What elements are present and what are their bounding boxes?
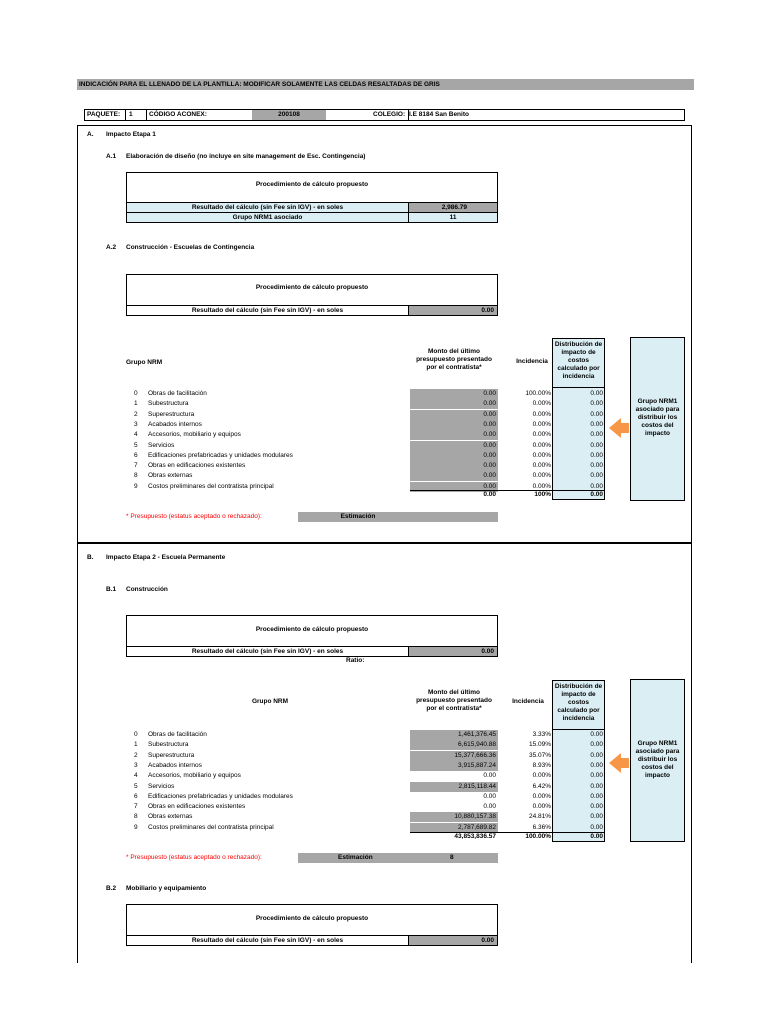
row-incidencia: 0.00% bbox=[532, 431, 551, 439]
a-col-incidencia: Incidencia bbox=[516, 358, 548, 365]
b-total-monto: 43,853,836.57 bbox=[454, 833, 496, 840]
a2-result-value[interactable]: 0.00 bbox=[408, 305, 498, 316]
row-number: 8 bbox=[134, 472, 138, 480]
row-distribucion: 0.00 bbox=[590, 823, 603, 831]
row-monto[interactable]: 2,815,118.44 bbox=[410, 782, 498, 792]
row-monto[interactable]: 0.00 bbox=[410, 389, 498, 399]
row-incidencia: 24.81% bbox=[528, 813, 551, 821]
row-distribucion: 0.00 bbox=[590, 792, 603, 800]
section-a-title: Impacto Etapa 1 bbox=[106, 131, 156, 138]
row-incidencia: 0.00% bbox=[532, 803, 551, 811]
row-incidencia: 100.00% bbox=[525, 390, 551, 397]
a-col-distribucion: Distribución de impacto de costos calculado por incidencia bbox=[552, 338, 605, 388]
row-number: 7 bbox=[134, 462, 138, 470]
b2-number: B.2 bbox=[106, 885, 117, 892]
row-label: Obras en edificaciones existentes bbox=[148, 462, 246, 470]
row-monto[interactable]: 1,461,376.45 bbox=[410, 730, 498, 740]
row-distribucion: 0.00 bbox=[590, 751, 603, 759]
b-total-distribucion: 0.00 bbox=[590, 833, 603, 840]
b-presupuesto-field[interactable] bbox=[298, 853, 498, 863]
row-number: 1 bbox=[134, 741, 138, 749]
row-distribucion: 0.00 bbox=[590, 400, 603, 408]
row-monto[interactable]: 6,615,940.88 bbox=[410, 740, 498, 750]
colegio-value: I.E 8184 San Benito bbox=[409, 111, 469, 118]
instruction-bar: INDICACIÓN PARA EL LLENADO DE LA PLANTILLA: MODIFICAR SOLAMENTE LAS CELDAS RESALTADAS DE GRIS bbox=[77, 79, 694, 90]
row-incidencia: 0.00% bbox=[532, 772, 551, 780]
a-col-grupo: Grupo NRM bbox=[126, 359, 163, 366]
b2-result-value[interactable]: 0.00 bbox=[408, 935, 498, 946]
section-b-letter: B. bbox=[87, 554, 94, 561]
a2-result-label: Resultado del cálculo (sin Fee sin IGV) - en soles bbox=[126, 305, 409, 316]
row-incidencia: 6.42% bbox=[532, 782, 551, 790]
row-distribucion: 0.00 bbox=[590, 472, 603, 480]
row-monto[interactable]: 0.00 bbox=[410, 430, 498, 440]
row-distribucion: 0.00 bbox=[590, 482, 603, 490]
row-label: Costos preliminares del contratista principal bbox=[148, 482, 274, 490]
b-col-incidencia: Incidencia bbox=[512, 698, 544, 705]
b-col-grupo: Grupo NRM bbox=[251, 698, 289, 705]
row-label: Obras externas bbox=[148, 472, 193, 480]
row-label: Superestructura bbox=[148, 410, 195, 418]
row-monto[interactable]: 0.00 bbox=[410, 420, 498, 430]
b1-number: B.1 bbox=[106, 586, 117, 593]
row-incidencia: 0.00% bbox=[532, 482, 551, 490]
b-presupuesto-extra: 8 bbox=[450, 854, 454, 861]
row-label: Superestructura bbox=[148, 751, 195, 759]
row-monto[interactable]: 0.00 bbox=[410, 410, 498, 420]
row-distribucion: 0.00 bbox=[590, 761, 603, 769]
row-incidencia: 0.00% bbox=[532, 451, 551, 459]
paquete-label: PAQUETE: bbox=[87, 111, 121, 118]
row-incidencia: 0.00% bbox=[532, 410, 551, 418]
row-monto[interactable]: 0.00 bbox=[410, 451, 498, 461]
row-number: 9 bbox=[134, 823, 138, 831]
b1-title: Construcción bbox=[126, 586, 168, 593]
a1-group-value[interactable]: 11 bbox=[408, 212, 498, 223]
row-incidencia: 3.33% bbox=[532, 731, 551, 738]
row-distribucion: 0.00 bbox=[590, 772, 603, 780]
b-side-box: Grupo NRM1 asociado para distribuir los costos del impacto bbox=[630, 679, 685, 842]
b-arrow-tail bbox=[620, 758, 629, 768]
row-label: Obras de facilitación bbox=[148, 731, 207, 738]
row-incidencia: 6.36% bbox=[532, 823, 551, 831]
row-number: 3 bbox=[134, 761, 138, 769]
row-monto: 0.00 bbox=[483, 803, 496, 811]
row-number: 7 bbox=[134, 803, 138, 811]
row-label: Edificaciones prefabricadas y unidades modulares bbox=[148, 451, 293, 459]
b-presupuesto-value: Estimación bbox=[338, 854, 373, 861]
row-distribucion: 0.00 bbox=[590, 741, 603, 749]
a-col-monto: Monto del último presupuesto presentado por el contratista* bbox=[416, 348, 492, 371]
a-arrow-tail bbox=[620, 423, 629, 433]
row-monto[interactable]: 0.00 bbox=[410, 482, 498, 492]
row-label: Obras externas bbox=[148, 813, 193, 821]
row-monto: 0.00 bbox=[483, 792, 496, 800]
b1-box-title: Procedimiento de cálculo propuesto bbox=[255, 626, 369, 633]
codigo-divider bbox=[146, 109, 147, 121]
row-label: Edificaciones prefabricadas y unidades modulares bbox=[148, 792, 293, 800]
row-label: Obras de facilitación bbox=[148, 390, 207, 397]
a-presupuesto-value[interactable]: Estimación bbox=[298, 512, 498, 522]
row-distribucion: 0.00 bbox=[590, 451, 603, 459]
row-number: 5 bbox=[134, 441, 138, 449]
row-label: Subestructura bbox=[148, 741, 189, 749]
row-number: 6 bbox=[134, 792, 138, 800]
a1-result-label: Resultado del cálculo (sin Fee sin IGV) - en soles bbox=[126, 202, 409, 213]
b2-result-label: Resultado del cálculo (sin Fee sin IGV) - en soles bbox=[126, 935, 409, 946]
row-distribucion: 0.00 bbox=[590, 390, 603, 397]
row-distribucion: 0.00 bbox=[590, 462, 603, 470]
paquete-value: 1 bbox=[129, 111, 133, 118]
row-monto[interactable]: 0.00 bbox=[410, 441, 498, 451]
b-presupuesto-label: * Presupuesto (estatus aceptado o rechazado): bbox=[126, 854, 262, 861]
row-distribucion: 0.00 bbox=[590, 813, 603, 821]
row-monto[interactable]: 3,915,887.24 bbox=[410, 761, 498, 771]
b2-box-title: Procedimiento de cálculo propuesto bbox=[255, 915, 369, 922]
row-number: 2 bbox=[134, 751, 138, 759]
a2-number: A.2 bbox=[106, 244, 117, 251]
row-monto[interactable]: 15,377,666.36 bbox=[410, 751, 498, 761]
row-incidencia: 8.93% bbox=[532, 761, 551, 769]
row-incidencia: 15.09% bbox=[528, 741, 551, 749]
row-number: 0 bbox=[134, 390, 138, 397]
a-total-distribucion: 0.00 bbox=[590, 491, 603, 498]
row-number: 4 bbox=[134, 431, 138, 439]
row-monto: 0.00 bbox=[483, 772, 496, 780]
row-distribucion: 0.00 bbox=[590, 782, 603, 790]
row-label: Acabados internos bbox=[148, 420, 202, 428]
row-label: Obras en edificaciones existentes bbox=[148, 803, 246, 811]
a-total-monto: 0.00 bbox=[483, 491, 496, 498]
row-distribucion: 0.00 bbox=[590, 420, 603, 428]
b-total-incidencia: 100.00% bbox=[525, 833, 551, 840]
b2-title: Mobiliario y equipamiento bbox=[126, 885, 207, 892]
a1-title: Elaboración de diseño (no incluye en site management de Esc. Contingencia) bbox=[126, 153, 366, 160]
row-number: 2 bbox=[134, 410, 138, 418]
row-distribucion: 0.00 bbox=[590, 431, 603, 439]
row-monto[interactable]: 0.00 bbox=[410, 399, 498, 409]
row-number: 0 bbox=[134, 731, 138, 738]
row-number: 8 bbox=[134, 813, 138, 821]
b1-result-label: Resultado del cálculo (sin Fee sin IGV) - en soles bbox=[126, 646, 409, 657]
row-label: Accesorios, mobiliario y equipos bbox=[148, 772, 241, 780]
codigo-value[interactable]: 200108 bbox=[252, 110, 326, 120]
row-incidencia: 0.00% bbox=[532, 441, 551, 449]
row-monto[interactable]: 0.00 bbox=[410, 471, 498, 481]
b-col-distribucion: Distribución de impacto de costos calculado por incidencia bbox=[552, 680, 605, 730]
a1-box-title: Procedimiento de cálculo propuesto bbox=[255, 181, 369, 188]
b-col-monto: Monto del último presupuesto presentado por el contratista* bbox=[416, 689, 492, 712]
a1-result-value[interactable]: 2,986.79 bbox=[408, 202, 498, 213]
ratio-label: Ratio: bbox=[346, 657, 365, 664]
row-number: 1 bbox=[134, 400, 138, 408]
a1-number: A.1 bbox=[106, 153, 117, 160]
row-incidencia: 0.00% bbox=[532, 792, 551, 800]
paquete-divider bbox=[125, 109, 126, 121]
a2-box-title: Procedimiento de cálculo propuesto bbox=[255, 284, 369, 291]
row-incidencia: 0.00% bbox=[532, 400, 551, 408]
row-monto[interactable]: 10,880,157.38 bbox=[410, 812, 498, 822]
section-a-letter: A. bbox=[87, 131, 94, 138]
row-number: 4 bbox=[134, 772, 138, 780]
a-total-incidencia: 100% bbox=[534, 491, 551, 498]
row-number: 6 bbox=[134, 451, 138, 459]
row-number: 9 bbox=[134, 482, 138, 490]
b1-result-value[interactable]: 0.00 bbox=[408, 646, 498, 657]
row-distribucion: 0.00 bbox=[590, 410, 603, 418]
a1-group-label: Grupo NRM1 asociado bbox=[126, 212, 409, 223]
a-presupuesto-label: * Presupuesto (estatus aceptado o rechazado): bbox=[126, 513, 262, 520]
a-side-box: Grupo NRM1 asociado para distribuir los costos del impacto bbox=[630, 337, 685, 501]
row-incidencia: 35.07% bbox=[528, 751, 551, 759]
row-distribucion: 0.00 bbox=[590, 731, 603, 738]
row-label: Servicios bbox=[148, 441, 175, 449]
row-incidencia: 0.00% bbox=[532, 420, 551, 428]
a2-title: Construcción - Escuelas de Contingencia bbox=[126, 244, 255, 251]
row-number: 3 bbox=[134, 420, 138, 428]
row-incidencia: 0.00% bbox=[532, 472, 551, 480]
row-label: Servicios bbox=[148, 782, 175, 790]
row-monto[interactable]: 0.00 bbox=[410, 461, 498, 471]
row-label: Acabados internos bbox=[148, 761, 202, 769]
row-number: 5 bbox=[134, 782, 138, 790]
section-b-title: Impacto Etapa 2 - Escuela Permanente bbox=[106, 554, 226, 561]
row-label: Costos preliminares del contratista principal bbox=[148, 823, 274, 831]
row-distribucion: 0.00 bbox=[590, 441, 603, 449]
row-label: Subestructura bbox=[148, 400, 189, 408]
row-label: Accesorios, mobiliario y equipos bbox=[148, 431, 241, 439]
colegio-label: COLEGIO: bbox=[373, 111, 406, 118]
row-distribucion: 0.00 bbox=[590, 803, 603, 811]
row-monto[interactable]: 2,787,689.82 bbox=[410, 823, 498, 833]
codigo-label: CÓDIGO ACONEX: bbox=[149, 111, 207, 118]
row-incidencia: 0.00% bbox=[532, 462, 551, 470]
